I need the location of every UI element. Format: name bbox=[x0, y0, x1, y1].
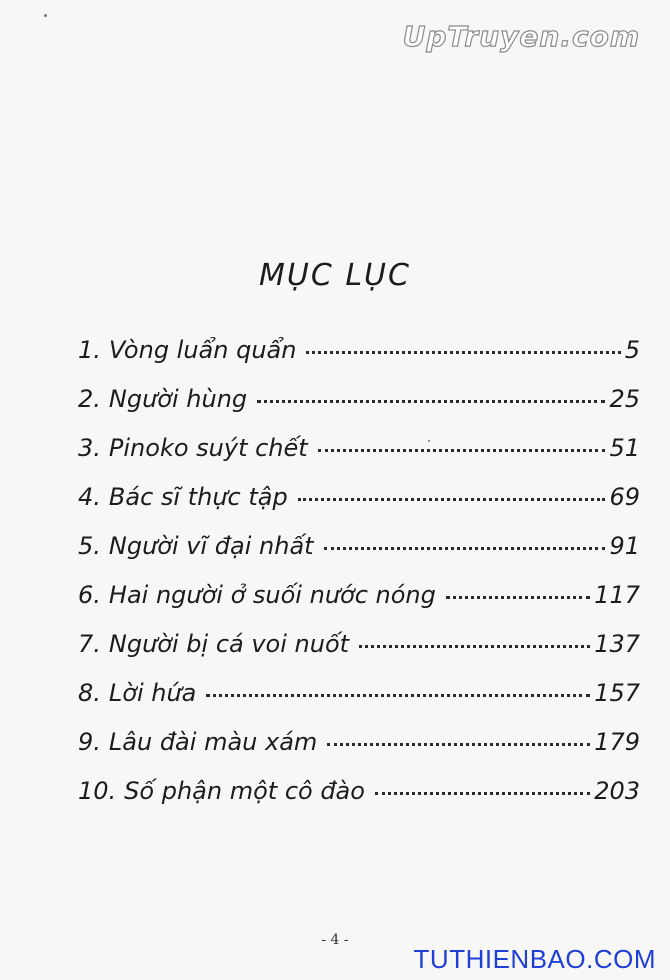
toc-entry-title: Người hùng bbox=[108, 385, 248, 413]
toc-entry-page: 69 bbox=[609, 483, 640, 511]
toc-entry bbox=[78, 728, 640, 777]
toc-entry-number: 6. bbox=[78, 581, 101, 609]
toc-entry-page: 91 bbox=[609, 532, 640, 560]
toc-entry-number: 7. bbox=[78, 630, 101, 658]
toc-entry bbox=[78, 532, 640, 581]
toc-entry-page: 117 bbox=[594, 581, 640, 609]
toc-entry-title: Vòng luẩn quẩn bbox=[108, 336, 297, 364]
toc-entry-page: 179 bbox=[594, 728, 640, 756]
toc-entry-page: 5 bbox=[624, 336, 640, 364]
toc-entry-title: Bác sĩ thực tập bbox=[108, 483, 288, 511]
toc-entry bbox=[78, 630, 640, 679]
toc-entry-number: 1. bbox=[78, 336, 101, 364]
toc-entry-number: 3. bbox=[78, 434, 101, 462]
toc-entry bbox=[78, 679, 640, 728]
page-title: MỤC LỤC bbox=[259, 258, 411, 293]
toc-dot-leader bbox=[206, 694, 590, 697]
table-of-contents bbox=[78, 336, 640, 826]
toc-dot-leader bbox=[324, 547, 606, 550]
toc-entry bbox=[78, 336, 640, 385]
toc-entry-title: Người bị cá voi nuốt bbox=[108, 630, 350, 658]
uptruyen-watermark: UpTruyen.com bbox=[402, 20, 640, 53]
toc-dot-leader bbox=[306, 351, 620, 354]
toc-dot-leader bbox=[446, 596, 590, 599]
toc-dot-leader bbox=[327, 743, 590, 746]
toc-entry-number: 2. bbox=[78, 385, 101, 413]
toc-dot-leader bbox=[359, 645, 590, 648]
toc-entry-title: Lời hứa bbox=[108, 679, 197, 707]
toc-entry-page: 137 bbox=[594, 630, 640, 658]
toc-entry-page: 157 bbox=[594, 679, 640, 707]
page-number: - 4 - bbox=[321, 932, 349, 948]
toc-entry-page: 51 bbox=[609, 434, 640, 462]
toc-entry bbox=[78, 385, 640, 434]
toc-dot-leader bbox=[375, 792, 590, 795]
toc-entry bbox=[78, 483, 640, 532]
toc-entry-page: 25 bbox=[609, 385, 640, 413]
toc-entry bbox=[78, 581, 640, 630]
toc-entry-page: 203 bbox=[594, 777, 640, 805]
toc-entry bbox=[78, 434, 640, 483]
toc-entry-number: 5. bbox=[78, 532, 101, 560]
toc-entry-title: Lâu đài màu xám bbox=[108, 728, 318, 756]
toc-entry-number: 10. bbox=[78, 777, 117, 805]
toc-entry bbox=[78, 777, 640, 826]
toc-entry-title: Người vĩ đại nhất bbox=[108, 532, 314, 560]
toc-dot-leader bbox=[318, 449, 606, 452]
scan-speck bbox=[44, 14, 47, 17]
toc-entry-title: Pinoko suýt chết bbox=[108, 434, 308, 462]
toc-entry-title: Số phận một cô đào bbox=[124, 777, 365, 805]
toc-entry-title: Hai người ở suối nước nóng bbox=[108, 581, 436, 609]
toc-entry-number: 9. bbox=[78, 728, 101, 756]
toc-dot-leader bbox=[298, 498, 606, 501]
toc-entry-number: 4. bbox=[78, 483, 101, 511]
tuthienbao-watermark: TUTHIENBAO.COM bbox=[413, 944, 656, 974]
toc-entry-number: 8. bbox=[78, 679, 101, 707]
toc-dot-leader bbox=[257, 400, 605, 403]
